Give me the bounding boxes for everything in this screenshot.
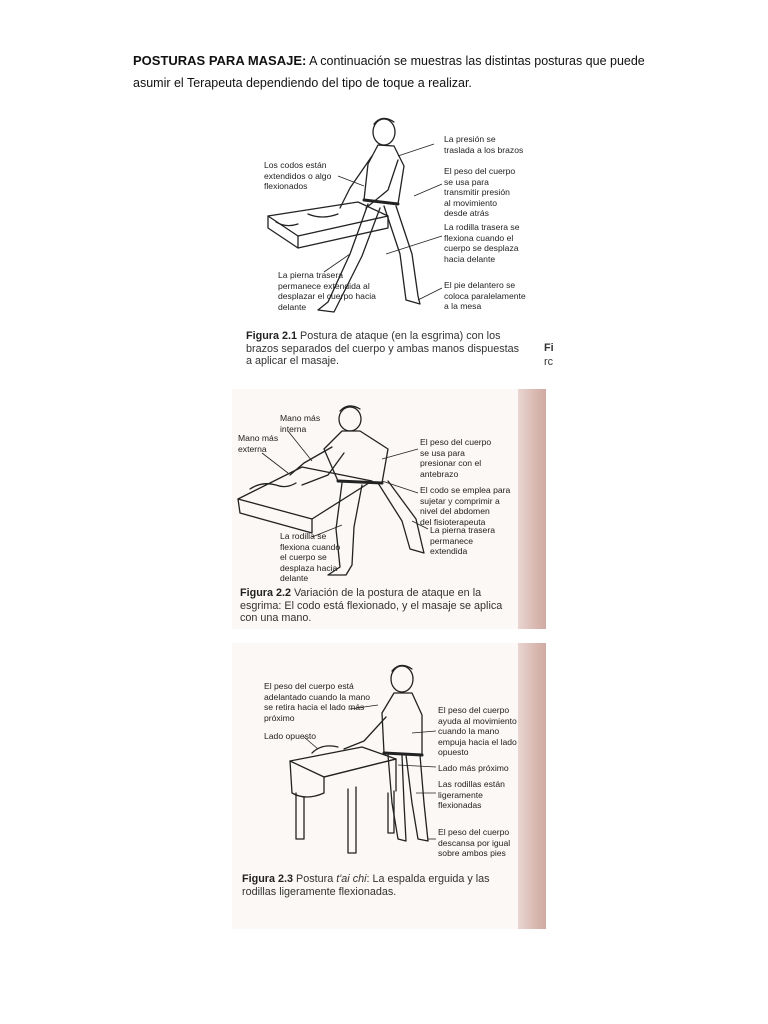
figure-2-3-label: El peso del cuerpo ayuda al movimiento cuando la mano empuja hacia el lado opuesto (438, 705, 517, 758)
clipped-caption-label: Fi (544, 342, 554, 354)
figure-2-1-caption-label: Figura 2.1 (246, 330, 298, 342)
figure-2-3-label: El peso del cuerpo está adelantado cuando la mano se retira hacia el lado más próximo (264, 681, 371, 723)
figure-2-2-label: La rodilla se flexiona cuando el cuerpo se desplaza hacia delante (280, 531, 341, 584)
figure-2-2-caption-text: Variación de la postura de ataque en la esgrima: El codo está flexionado, y el masaje se aplica con una mano. (240, 587, 503, 624)
figure-2-3-label: Lado opuesto (264, 731, 317, 741)
intro-paragraph (133, 50, 673, 94)
figure-2-3-label: El peso del cuerpo descansa por igual sobre ambos pies (438, 827, 511, 859)
figure-2-3-caption-italic: t'ai chi (336, 873, 367, 885)
figure-2-1-caption-text: Postura de ataque (en la esgrima) con los brazos separados del cuerpo y ambas manos dispuestas a aplicar el masaje. (246, 330, 520, 367)
page-edge (518, 389, 546, 629)
figure-2-3-caption-text: : La espalda erguida y las rodillas ligeramente flexionadas. (242, 873, 490, 898)
figure-2-1 (238, 104, 552, 376)
figure-2-1-label: El peso del cuerpo se usa para transmitir presión al movimiento desde atrás (444, 166, 516, 219)
clipped-caption-text: rc (544, 356, 553, 368)
intro-text: A continuación se muestras las distintas posturas que puede asumir el Terapeuta dependiendo del tipo de toque a realizar. (133, 54, 645, 90)
figure-2-2-caption (240, 587, 510, 625)
figure-2-2-label: El codo se emplea para sujetar y comprimir a nivel del abdomen del fisioterapeuta (420, 485, 511, 527)
figure-2-2-caption-label: Figura 2.2 (240, 587, 292, 599)
figure-2-1-label: La presión se traslada a los brazos (444, 134, 524, 155)
figure-2-1-caption (246, 330, 526, 368)
figure-2-3-caption (242, 873, 508, 898)
figure-2-1-label: La rodilla trasera se flexiona cuando el cuerpo se desplaza hacia delante (444, 222, 520, 264)
figure-2-1-label: Los codos están extendidos o algo flexionados (264, 160, 332, 192)
figure-2-2-label: Mano más externa (238, 433, 279, 454)
figure-2-1-label: La pierna trasera permanece extendida al desplazar el cuerpo hacia delante (278, 270, 376, 312)
intro-title: POSTURAS PARA MASAJE: (133, 53, 307, 68)
page-edge (518, 643, 546, 929)
figure-2-3-caption-pre: Postura (293, 873, 337, 885)
figure-2-2-label: El peso del cuerpo se usa para presionar con el antebrazo (420, 437, 492, 479)
figure-2-1-label: El pie delantero se coloca paralelamente a la mesa (444, 280, 526, 312)
figure-2-3-caption-label: Figura 2.3 (242, 873, 294, 885)
figure-2-2-label: La pierna trasera permanece extendida (430, 525, 495, 557)
figure-2-3-label: Las rodillas están ligeramente flexionadas (438, 779, 505, 811)
figure-2-3 (232, 643, 546, 929)
figure-2-3-label: Lado más próximo (438, 763, 509, 773)
figure-2-2-label: Mano más interna (280, 413, 321, 434)
figure-2-2 (232, 389, 546, 629)
